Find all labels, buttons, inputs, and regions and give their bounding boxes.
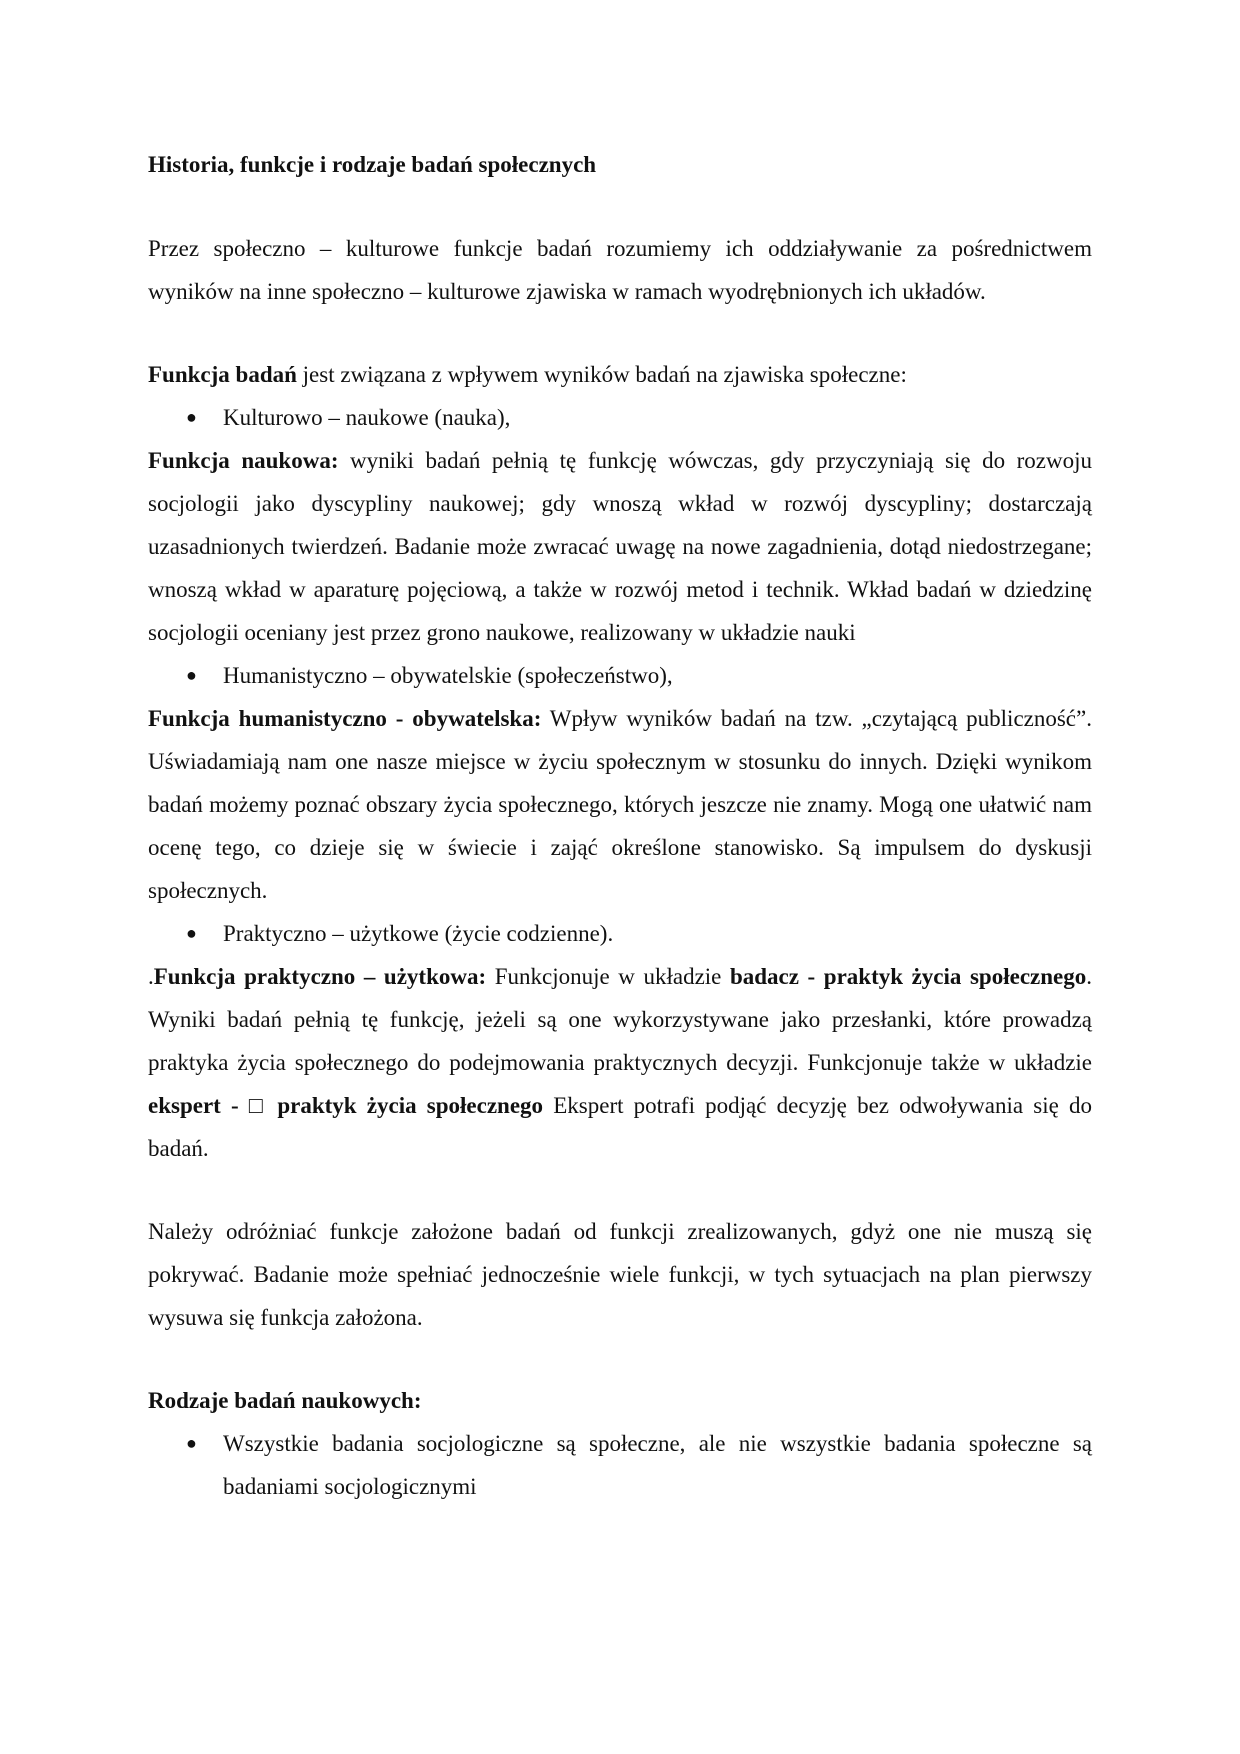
bullet-icon: ● xyxy=(186,1433,197,1453)
list-item-text: Wszystkie badania socjologiczne są społeczne, ale nie wszystkie badania społeczne są badaniami socjologicznymi xyxy=(223,1431,1092,1499)
intro-paragraph: Przez społeczno – kulturowe funkcje badań rozumiemy ich oddziaływanie za pośrednictwem wyników na inne społeczno – kulturowe zjawiska w ramach wyodrębnionych ich układów. xyxy=(148,236,1092,304)
funkcja-praktyczna-text-2: . Wyniki badań pełnią tę funkcję, jeżeli są one wykorzystywane jako przesłanki, które prowadzą praktyka życia społecznego do podejmowania praktycznych decyzji. Funkcjonuje także w układzie xyxy=(148,964,1092,1075)
document-title: Historia, funkcje i rodzaje badań społecznych xyxy=(148,152,597,177)
funkcja-naukowa-bold: Funkcja naukowa: xyxy=(148,448,339,473)
funkcja-badan-bold: Funkcja badań xyxy=(148,362,297,387)
list-item-text: Praktyczno – użytkowe (życie codzienne). xyxy=(223,921,614,946)
bullet-list-1 xyxy=(148,396,1092,439)
funkcja-humanistyczna-bold: Funkcja humanistyczno - obywatelska: xyxy=(148,706,542,731)
list-item-humanistyczno xyxy=(148,654,1092,697)
list-item-text: Kulturowo – naukowe (nauka), xyxy=(223,405,511,430)
nalezy-paragraph: Należy odróżniać funkcje założone badań od funkcji zrealizowanych, gdyż one nie muszą się pokrywać. Badanie może spełniać jednocześnie wiele funkcji, w tych sytuacjach na plan pierwszy wysuwa się funkcja założona. xyxy=(148,1219,1092,1330)
funkcja-praktyczna-text-1: Funkcjonuje w układzie xyxy=(486,964,730,989)
bullet-list-2 xyxy=(148,654,1092,697)
funkcja-badan-paragraph xyxy=(148,353,1092,396)
funkcja-praktyczna-text-3: Ekspert potrafi podjąć decyzję bez odwoływania się do badań. xyxy=(148,1093,1092,1161)
ekspert-praktyk-bold: ekspert - □ praktyk życia społecznego xyxy=(148,1093,544,1118)
funkcja-humanistyczna-text: Wpływ wyników badań na tzw. „czytającą publiczność”. Uświadamiają nam one nasze miejsce w życiu społecznym w stosunku do innych. Dzięki wynikom badań możemy poznać obszary życia społecznego, których jeszcze nie znamy. Mogą one ułatwić nam ocenę tego, co dzieje się w świecie i zająć określone stanowisko. Są impulsem do dyskusji społecznych. xyxy=(148,706,1092,903)
bullet-icon: ● xyxy=(186,923,197,943)
funkcja-praktyczna-paragraph xyxy=(148,955,1092,1170)
list-item-text: Humanistyczno – obywatelskie (społeczeństwo), xyxy=(223,663,673,688)
list-item-wszystkie xyxy=(148,1422,1092,1508)
funkcja-naukowa-paragraph xyxy=(148,439,1092,654)
funkcja-praktyczna-prefix: . xyxy=(148,964,154,989)
rodzaje-heading xyxy=(148,1379,1092,1422)
funkcja-badan-text: jest związana z wpływem wyników badań na zjawiska społeczne: xyxy=(296,362,907,387)
bullet-list-3 xyxy=(148,912,1092,955)
list-item-praktyczno xyxy=(148,912,1092,955)
rodzaje-heading-bold: Rodzaje badań naukowych: xyxy=(148,1388,422,1413)
bullet-icon: ● xyxy=(186,407,197,427)
badacz-praktyk-bold: badacz - praktyk życia społecznego xyxy=(729,964,1087,989)
bullet-list-4 xyxy=(148,1422,1092,1508)
bullet-icon: ● xyxy=(186,665,197,685)
funkcja-praktyczna-bold: Funkcja praktyczno – użytkowa: xyxy=(153,964,487,989)
list-item-kulturowo xyxy=(148,396,1092,439)
funkcja-humanistyczna-paragraph xyxy=(148,697,1092,912)
document-page xyxy=(148,143,1092,1508)
funkcja-naukowa-text: wyniki badań pełnią tę funkcję wówczas, gdy przyczyniają się do rozwoju socjologii jako dyscypliny naukowej; gdy wnoszą wkład w rozwój dyscypliny; dostarczają uzasadnionych twierdzeń. Badanie może zwracać uwagę na nowe zagadnienia, dotąd niedostrzegane; wnoszą wkład w aparaturę pojęciową, a także w rozwój metod i technik. Wkład badań w dziedzinę socjologii oceniany jest przez grono naukowe, realizowany w układzie nauki xyxy=(148,448,1092,645)
